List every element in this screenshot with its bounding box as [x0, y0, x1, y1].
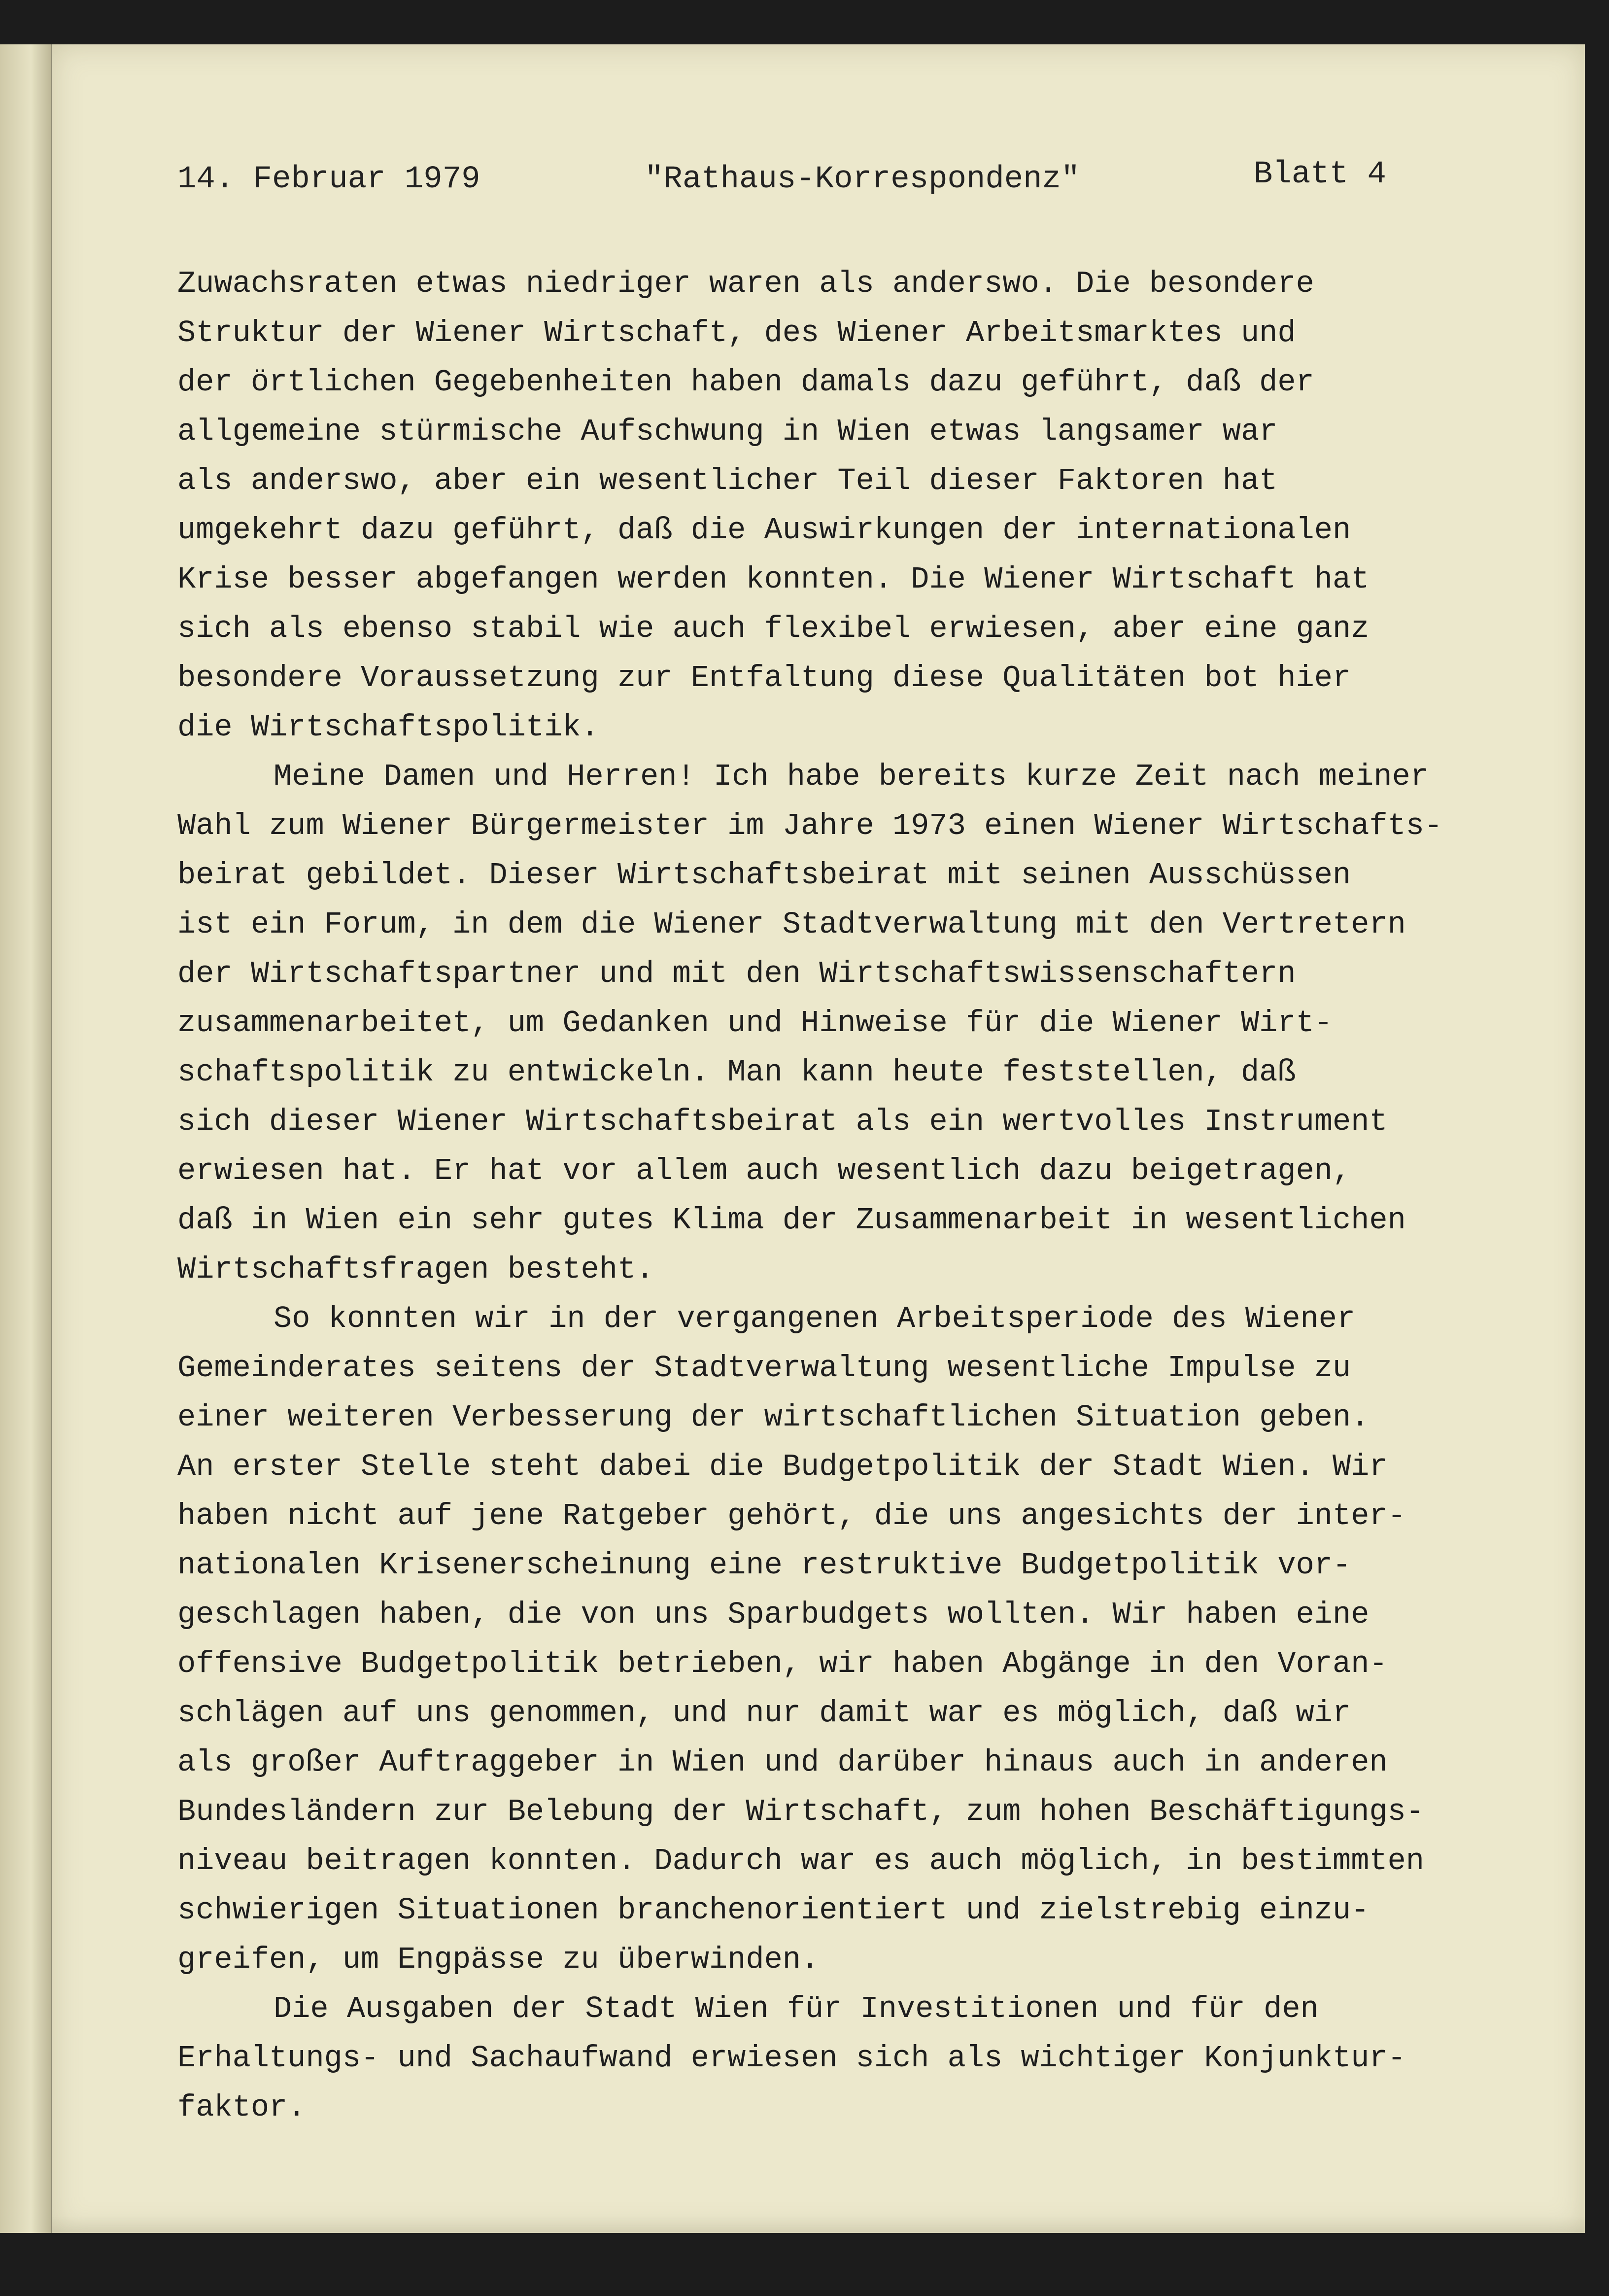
text-line: allgemeine stürmische Aufschwung in Wien etwas langsamer war [177, 414, 1278, 449]
page-shadow [52, 2216, 1585, 2235]
text-line: ist ein Forum, in dem die Wiener Stadtverwaltung mit den Vertretern [177, 907, 1406, 942]
text-line: beirat gebildet. Dieser Wirtschaftsbeirat mit seinen Ausschüssen [177, 858, 1351, 893]
text-line: Wirtschaftsfragen besteht. [177, 1252, 654, 1287]
text-line: als großer Auftraggeber in Wien und darüber hinaus auch in anderen [177, 1745, 1388, 1780]
text-line: haben nicht auf jene Ratgeber gehört, die uns angesichts der inter- [177, 1498, 1406, 1533]
header-date: 14. Februar 1979 [177, 162, 480, 197]
text-line: Gemeinderates seitens der Stadtverwaltung wesentliche Impulse zu [177, 1351, 1351, 1386]
previous-page-edge [0, 44, 52, 2233]
text-line: geschlagen haben, die von uns Sparbudgets wollten. Wir haben eine [177, 1597, 1369, 1632]
text-line: Bundesländern zur Belebung der Wirtschaft, zum hohen Beschäftigungs- [177, 1794, 1425, 1829]
text-line: sich als ebenso stabil wie auch flexibel erwiesen, aber eine ganz [177, 611, 1369, 646]
text-line: erwiesen hat. Er hat vor allem auch wesentlich dazu beigetragen, [177, 1153, 1351, 1188]
text-line: offensive Budgetpolitik betrieben, wir haben Abgänge in den Voran- [177, 1646, 1388, 1681]
text-line: So konnten wir in der vergangenen Arbeitsperiode des Wiener [274, 1301, 1356, 1336]
text-line: der Wirtschaftspartner und mit den Wirtschaftswissenschaftern [177, 956, 1296, 991]
header-page-number: Blatt 4 [1254, 157, 1386, 192]
text-line: schwierigen Situationen branchenorientiert und zielstrebig einzu- [177, 1893, 1369, 1928]
text-line: als anderswo, aber ein wesentlicher Teil dieser Faktoren hat [177, 463, 1278, 498]
text-line: Zuwachsraten etwas niedriger waren als anderswo. Die besondere [177, 266, 1314, 301]
text-line: Meine Damen und Herren! Ich habe bereits kurze Zeit nach meiner [274, 759, 1429, 794]
text-line: schaftspolitik zu entwickeln. Man kann heute feststellen, daß [177, 1055, 1296, 1090]
text-line: der örtlichen Gegebenheiten haben damals dazu geführt, daß der [177, 365, 1314, 400]
text-line: niveau beitragen konnten. Dadurch war es auch möglich, in bestimmten [177, 1844, 1425, 1879]
text-line: Krise besser abgefangen werden konnten. Die Wiener Wirtschaft hat [177, 562, 1369, 597]
text-line: besondere Voraussetzung zur Entfaltung diese Qualitäten bot hier [177, 661, 1351, 696]
text-line: Struktur der Wiener Wirtschaft, des Wiener Arbeitsmarktes und [177, 315, 1296, 350]
body-text [177, 259, 1607, 2132]
text-line: zusammenarbeitet, um Gedanken und Hinweise für die Wiener Wirt- [177, 1006, 1333, 1041]
document-page [52, 44, 1585, 2233]
text-line: faktor. [177, 2090, 306, 2125]
text-line: An erster Stelle steht dabei die Budgetpolitik der Stadt Wien. Wir [177, 1449, 1388, 1484]
text-line: greifen, um Engpässe zu überwinden. [177, 1942, 820, 1977]
text-line: Die Ausgaben der Stadt Wien für Investitionen und für den [274, 1991, 1319, 2026]
text-line: sich dieser Wiener Wirtschaftsbeirat als ein wertvolles Instrument [177, 1104, 1388, 1139]
page-header [52, 157, 1585, 206]
text-line: Wahl zum Wiener Bürgermeister im Jahre 1973 einen Wiener Wirtschafts- [177, 808, 1443, 843]
text-line: nationalen Krisenerscheinung eine restruktive Budgetpolitik vor- [177, 1548, 1351, 1583]
header-title: "Rathaus-Korrespondenz" [645, 162, 1080, 197]
text-line: die Wirtschaftspolitik. [177, 710, 599, 745]
text-line: schlägen auf uns genommen, und nur damit war es möglich, daß wir [177, 1696, 1351, 1731]
text-line: umgekehrt dazu geführt, daß die Auswirkungen der internationalen [177, 513, 1351, 548]
text-line: einer weiteren Verbesserung der wirtschaftlichen Situation geben. [177, 1400, 1369, 1435]
text-line: daß in Wien ein sehr gutes Klima der Zusammenarbeit in wesentlichen [177, 1203, 1406, 1238]
text-line: Erhaltungs- und Sachaufwand erwiesen sich als wichtiger Konjunktur- [177, 2041, 1406, 2076]
